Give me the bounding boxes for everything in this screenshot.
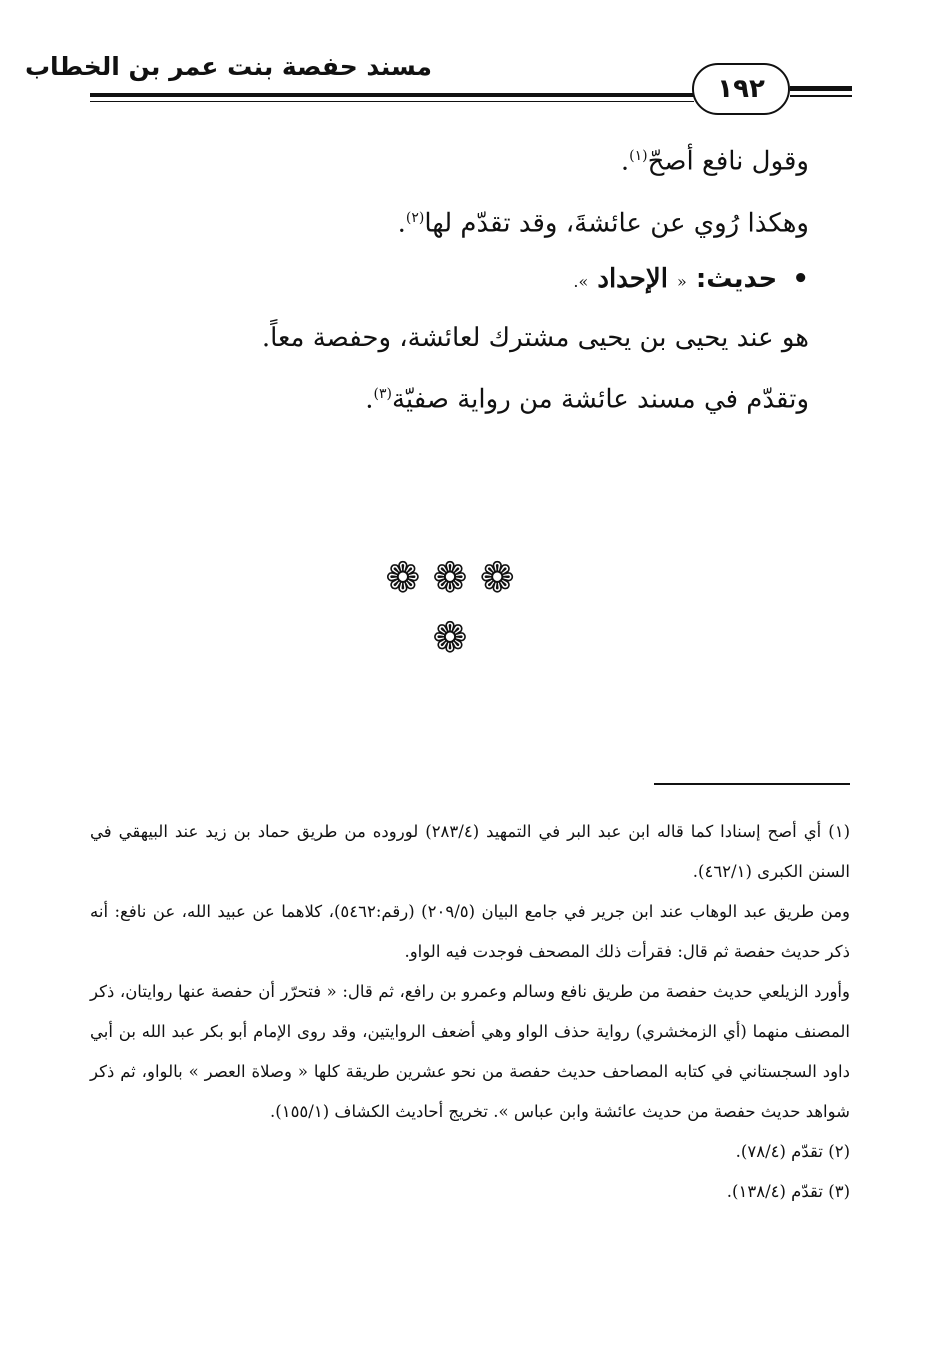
header-rule-right-thin <box>790 95 852 97</box>
open-quote: « <box>677 272 687 292</box>
hadith-heading <box>109 251 809 310</box>
page-number: ١٩٢ <box>717 74 765 104</box>
section-ornaments <box>360 548 540 668</box>
header-rule-thin <box>90 101 694 102</box>
flower-ornament-icon: ❁ <box>432 553 468 602</box>
footnotes <box>90 812 850 1212</box>
main-text <box>109 128 809 428</box>
hadith-label: حديث: <box>695 264 778 295</box>
header-rule-right-thick <box>790 86 852 91</box>
footnote-3: (٣) تقدّم (١٣٨/٤). <box>726 1182 850 1201</box>
body-line-4: هو عند يحيى بن يحيى مشترك لعائشة، وحفصة معاً. <box>261 323 809 354</box>
bullet-icon: • <box>792 264 809 295</box>
running-title: مسند حفصة بنت عمر بن الخطاب <box>24 52 432 81</box>
footnote-1: (١) أي أصح إسنادا كما قاله ابن عبد البر في التمهيد (٢٨٣/٤) لوروده من طريق حماد بن زيد عند البيهقي في السنن الكبرى (٤٦٢/١). <box>90 822 850 881</box>
header-rule-thick <box>90 93 694 97</box>
page-number-badge <box>692 63 790 115</box>
flower-ornament-icon: ❁ <box>432 613 468 662</box>
footnote-1-continued: وأورد الزيلعي حديث حفصة من طريق نافع وسالم وعمرو بن رافع، ثم قال: « فتحرّر أن حفصة عنها روايتان، ذكر المصنف منهما (أي الزمخشري) رواية حذف الواو وهي أضعف الروايتين، وقد روى الإمام أبو بكر عبد الله بن أبي داود السجستاني في كتابه المصاحف حديث حفصة من نحو عشرين طريقة كلها « وصلاة العصر » بالواو، ثم ذكر شواهد حديث حفصة من حديث عائشة وابن عباس ». تخريج أحاديث الكشاف (١٥٥/١). <box>90 982 850 1121</box>
footnote-2: (٢) تقدّم (٧٨/٤). <box>735 1142 850 1161</box>
flower-ornament-icon: ❁ <box>385 553 421 602</box>
hadith-title: الإحداد <box>597 264 668 295</box>
body-line-2: وهكذا رُوي عن عائشةَ، وقد تقدّم لها$^{(٢)}$. <box>397 208 809 239</box>
footnote-ref-1: (١) <box>629 148 648 164</box>
footnote-separator <box>654 783 850 785</box>
body-line-5: وتقدّم في مسند عائشة من رواية صفيّة$^{(٣)}$. <box>365 384 809 415</box>
flower-ornament-icon: ❁ <box>479 553 515 602</box>
close-quote: ». <box>573 272 589 292</box>
footnote-ref-3: (٣) <box>373 386 392 403</box>
footnote-1-continued: ومن طريق عبد الوهاب عند ابن جرير في جامع البيان (٢٠٩/٥) (رقم:٥٤٦٢)، كلاهما عن عبيد الله، عن نافع: أنه ذكر حديث حفصة ثم قال: فقرأت ذلك المصحف فوجدت فيه الواو. <box>90 902 851 961</box>
footnote-ref-2: (٢) <box>405 209 425 226</box>
body-line-1: وقول نافع أصحّ$^{(١)}$. <box>620 146 809 177</box>
